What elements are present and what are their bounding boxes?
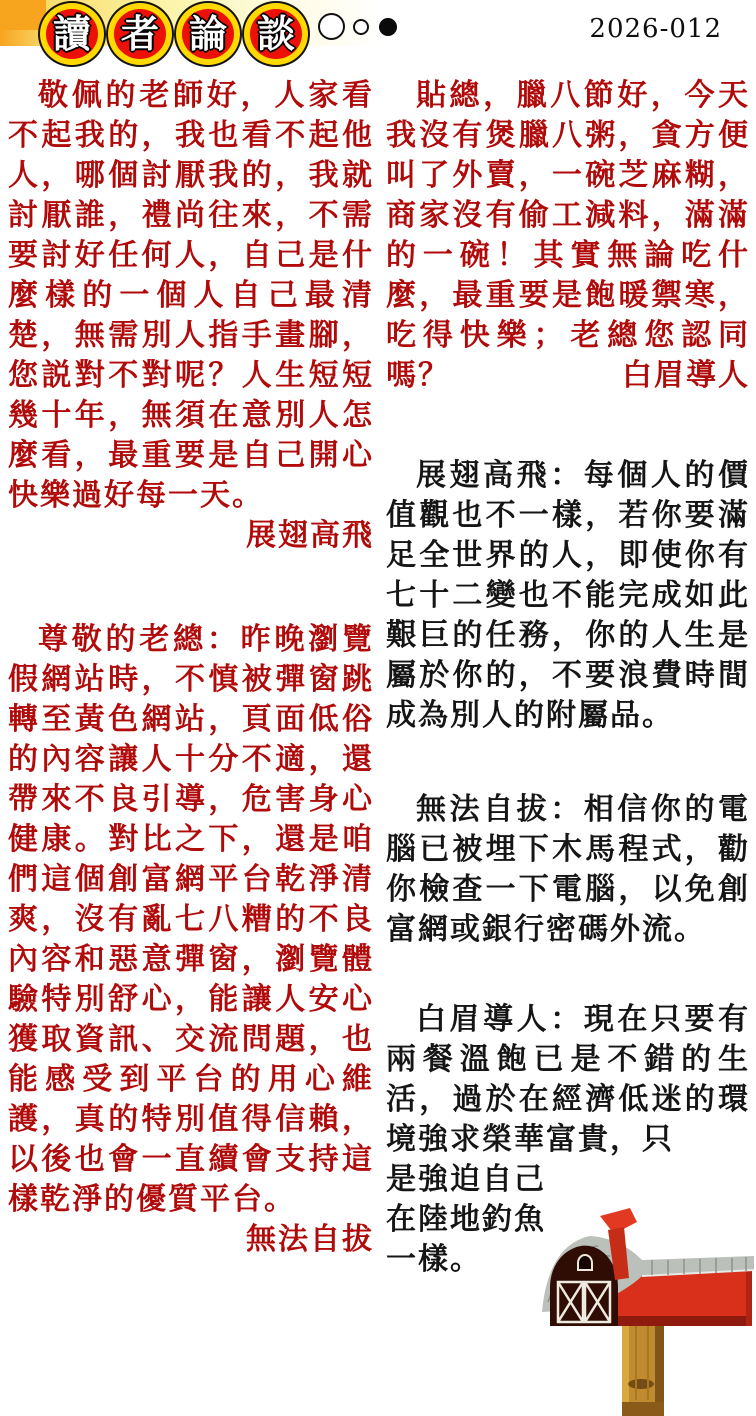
reader-letter-1 [8,76,374,556]
masthead-badge-3 [176,3,240,65]
editor-reply-3-continued: 是強迫自己在陸地釣魚一樣。 [386,1162,546,1277]
right-column [386,76,750,1280]
circle-outline-large-icon [318,13,345,40]
letter-signature: 無法自拔 [246,1222,374,1257]
letter-body [386,76,750,396]
issue-number: 2026-012 [589,14,722,44]
badge-char: 論 [188,12,227,56]
badge-char: 讀 [52,12,91,56]
mailbox-illustration [540,1208,756,1416]
barn-mailbox-icon [540,1208,756,1416]
reader-letter-3 [386,76,750,396]
masthead-title [40,3,312,65]
editor-reply-3: 白眉導人：現在只要有兩餐溫飽已是不錯的生活，過於在經濟低迷的環境強求榮華富貴，只 [386,1002,750,1157]
editor-reply-1: 展翅高飛：每個人的價值觀也不一樣，若你要滿足全世界的人，即使你有七十二變也不能完成如此艱巨的任務，你的人生是屬於你的，不要浪費時間成為別人的附屬品。 [386,458,750,733]
circle-filled-icon [379,18,397,36]
masthead [0,0,756,72]
masthead-badge-4 [244,3,308,65]
badge-char: 者 [120,12,159,56]
masthead-badge-2 [108,3,172,65]
letter-signature: 展翅高飛 [246,518,374,553]
letter-body: 敬佩的老師好，人家看不起我的，我也看不起他人，哪個討厭我的，我就討厭誰，禮尚往來，不需要討好任何人，自己是什麼樣的一個人自己最清楚，無需別人指手畫腳，您説對不對呢？人生短短幾十年，無須在意別人怎麼看，最重要是自己開心快樂過好每一天。 [8,78,374,513]
circle-outline-small-icon [353,19,369,35]
letter-body-text: 貼總，臘八節好，今天我沒有煲臘八粥，貪方便叫了外賣，一碗芝麻糊，商家沒有偷工減料，滿滿的一碗！其實無論吃什麼，最重要是飽暖禦寒，吃得快樂；老總您認同嗎？ [386,78,750,393]
masthead-badge-1 [40,3,104,65]
reader-letter-2 [8,620,374,1260]
editor-reply-2: 無法自拔：相信你的電腦已被埋下木馬程式，勸你檢查一下電腦，以免創富網或銀行密碼外流。 [386,792,750,947]
badge-char: 談 [256,12,295,56]
left-column [8,76,374,1260]
letter-body: 尊敬的老總：昨晚瀏覽假網站時，不慎被彈窗跳轉至黃色網站，頁面低俗的內容讓人十分不適，還帶來不良引導，危害身心健康。對比之下，還是咱們這個創富網平台乾淨清爽，沒有亂七八糟的不良內容和惡意彈窗，瀏覽體驗特別舒心，能讓人安心獲取資訊、交流問題，也能感受到平台的用心維護，真的特別值得信賴，以後也會一直續會支持這樣乾淨的優質平台。 [8,622,374,1217]
letter-signature: 白眉導人 [622,358,750,393]
